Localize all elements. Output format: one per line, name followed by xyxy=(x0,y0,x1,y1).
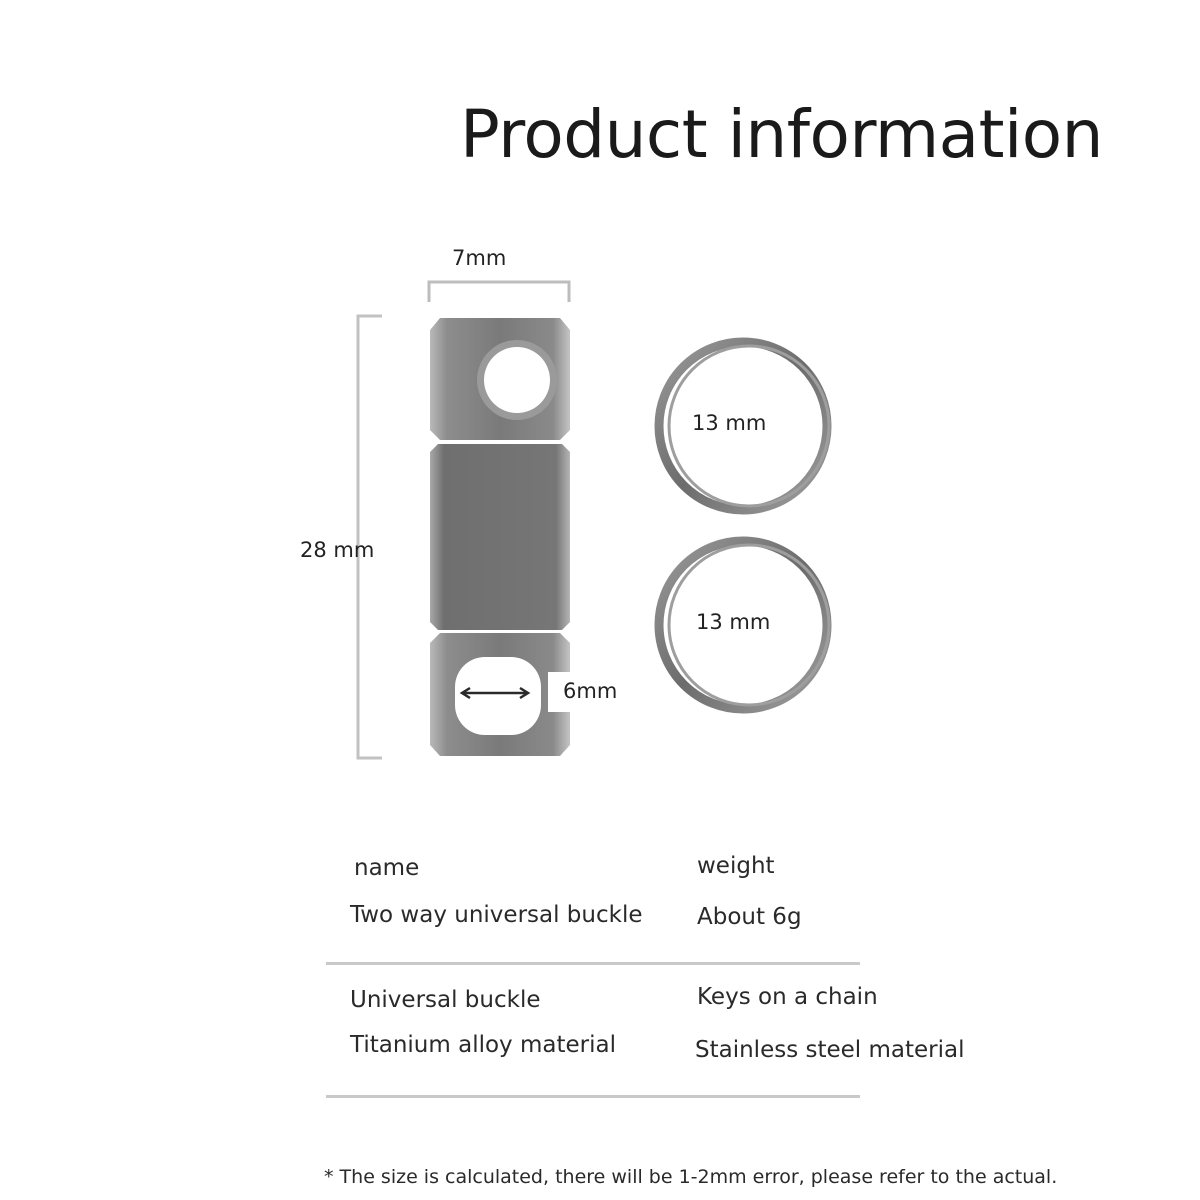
width-dimension-label: 7mm xyxy=(452,246,507,270)
length-dimension-label: 28 mm xyxy=(300,538,375,562)
width-dimension-bracket xyxy=(429,282,569,302)
hole-width-label: 6mm xyxy=(563,679,618,703)
name-heading: name xyxy=(354,855,420,881)
key-ring-icon xyxy=(659,342,829,709)
size-disclaimer: * The size is calculated, there will be 1-2mm error, please refer to the actual. xyxy=(324,1166,1058,1188)
ring-type: Keys on a chain xyxy=(697,984,878,1010)
page-title: Product information xyxy=(460,96,1103,174)
weight-heading: weight xyxy=(697,853,775,879)
ring-top-diameter-label: 13 mm xyxy=(692,411,767,435)
ring-material: Stainless steel material xyxy=(695,1037,965,1063)
weight-value: About 6g xyxy=(697,904,802,930)
divider-bottom xyxy=(326,1095,860,1098)
divider-top xyxy=(326,962,860,965)
buckle-material: Titanium alloy material xyxy=(350,1032,616,1058)
buckle-type: Universal buckle xyxy=(350,987,541,1013)
name-value: Two way universal buckle xyxy=(350,902,643,928)
ring-bottom-diameter-label: 13 mm xyxy=(696,610,771,634)
length-dimension-bracket xyxy=(358,316,382,758)
